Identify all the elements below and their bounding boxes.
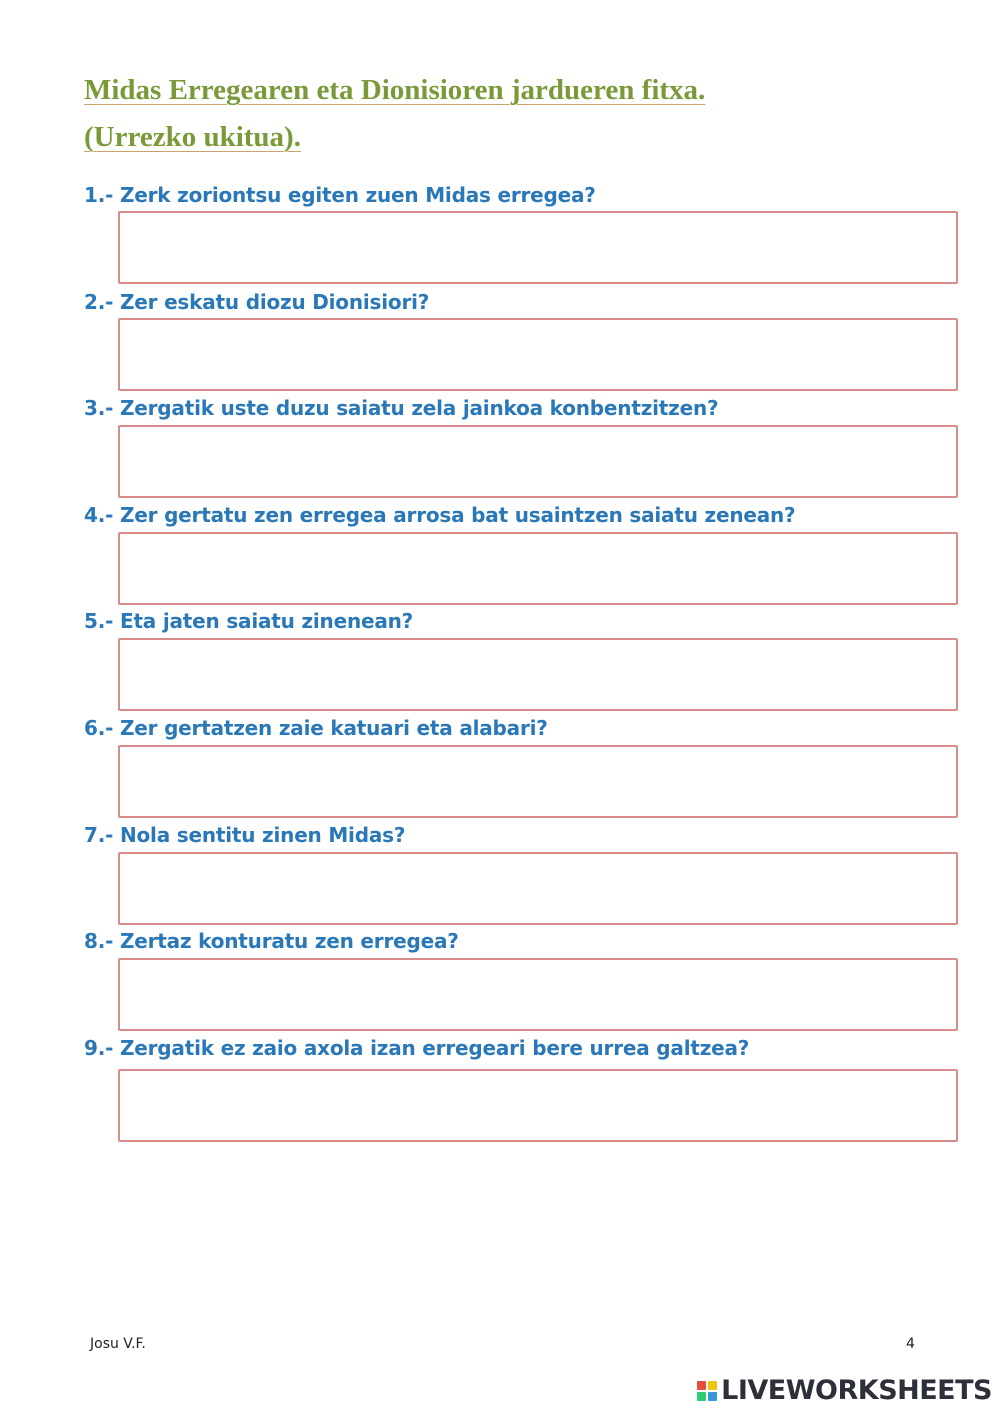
answer-box-8[interactable] — [118, 958, 958, 1031]
answer-box-4[interactable] — [118, 532, 958, 605]
logo-square-blue — [708, 1392, 717, 1401]
logo-square-red — [697, 1381, 706, 1390]
liveworksheets-logo-icon — [697, 1381, 717, 1401]
answer-box-1[interactable] — [118, 211, 958, 284]
footer-author: Josu V.F. — [90, 1336, 146, 1352]
answer-box-3[interactable] — [118, 425, 958, 498]
worksheet-subtitle: (Urrezko ukitua). — [84, 121, 301, 153]
liveworksheets-brand[interactable] — [697, 1375, 992, 1406]
question-2-label: 2.- Zer eskatu diozu Dionisiori? — [84, 290, 430, 314]
footer-page-number: 4 — [906, 1336, 915, 1352]
question-5-label: 5.- Eta jaten saiatu zinenean? — [84, 609, 414, 633]
answer-box-5[interactable] — [118, 638, 958, 711]
question-7-label: 7.- Nola sentitu zinen Midas? — [84, 823, 406, 847]
question-8-label: 8.- Zertaz konturatu zen erregea? — [84, 929, 459, 953]
answer-box-6[interactable] — [118, 745, 958, 818]
answer-box-2[interactable] — [118, 318, 958, 391]
logo-square-yellow — [708, 1381, 717, 1390]
question-4-label: 4.- Zer gertatu zen erregea arrosa bat usaintzen saiatu zenean? — [84, 503, 796, 527]
logo-square-green — [697, 1392, 706, 1401]
answer-box-9[interactable] — [118, 1069, 958, 1142]
brand-text: LIVEWORKSHEETS — [721, 1375, 992, 1406]
question-1-label: 1.- Zerk zoriontsu egiten zuen Midas erregea? — [84, 183, 596, 207]
question-9-label: 9.- Zergatik ez zaio axola izan erregeari bere urrea galtzea? — [84, 1036, 750, 1060]
question-3-label: 3.- Zergatik uste duzu saiatu zela jainkoa konbentzitzen? — [84, 396, 719, 420]
worksheet-title: Midas Erregearen eta Dionisioren jardueren fitxa. — [84, 74, 706, 106]
question-6-label: 6.- Zer gertatzen zaie katuari eta alabari? — [84, 716, 548, 740]
answer-box-7[interactable] — [118, 852, 958, 925]
